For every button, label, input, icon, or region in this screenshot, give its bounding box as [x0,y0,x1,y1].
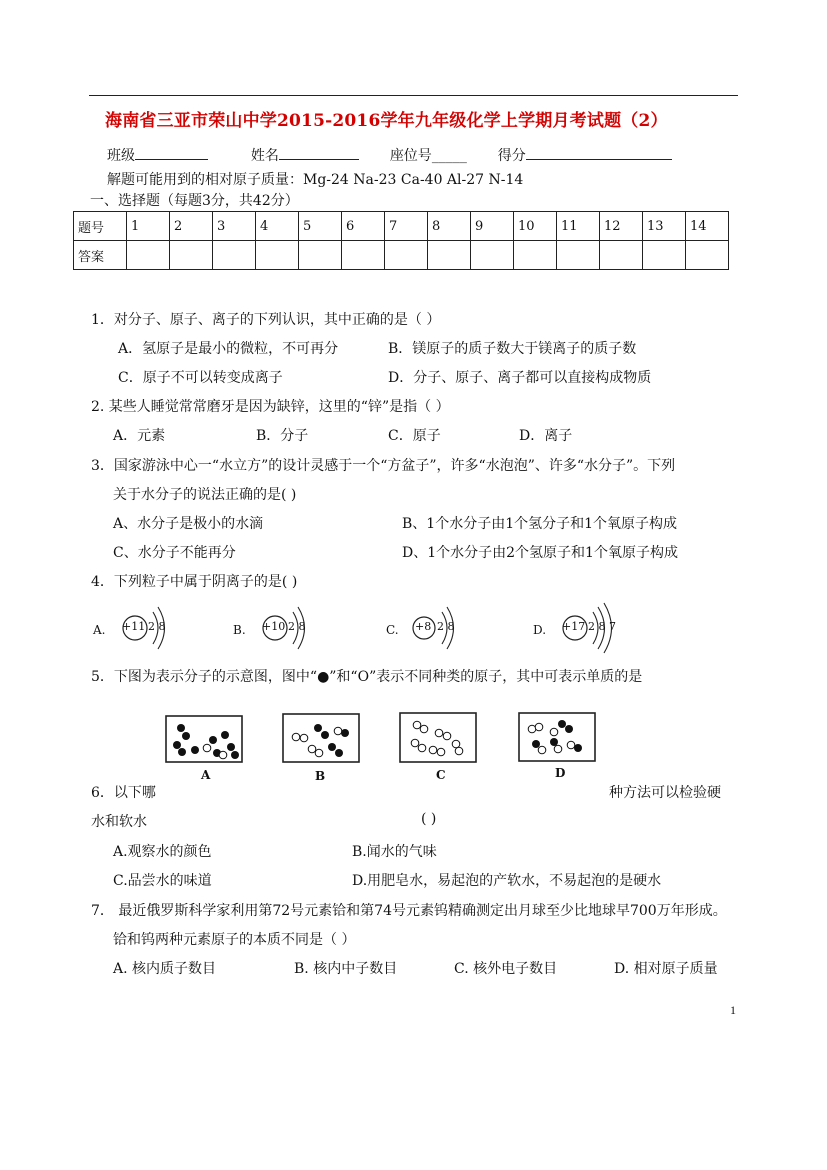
molecule-box-icon [518,712,598,764]
q2-option-b: B．分子 [256,428,309,444]
header-rule [89,95,738,96]
answer-cell[interactable] [600,241,643,270]
seat-blank[interactable]: _____ [431,148,467,164]
q7-option-a: A. 核内质子数目 [113,961,217,977]
q6-stem-line2: 水和软水 [91,814,147,830]
answer-cell[interactable] [428,241,471,270]
q1-option-a: A．氢原子是最小的微粒，不可再分 [118,341,339,357]
q4-d-nucleus: +17 [562,620,586,633]
page-number: 1 [730,1003,736,1017]
q7-stem-line2: 铪和钨两种元素原子的本质不同是（ ） [113,932,356,948]
q1-option-d: D．分子、原子、离子都可以直接构成物质 [388,370,652,386]
q5-diagram-c [399,712,479,782]
answer-cell[interactable] [256,241,299,270]
q4-d-shells: 2 8 7 [588,620,616,633]
answer-cell[interactable] [471,241,514,270]
answer-cell[interactable] [557,241,600,270]
q4-d-letter: D. [533,623,547,637]
molecule-box-icon [399,712,479,765]
q5-label-d: D [555,766,566,780]
q2-option-d: D．离子 [519,428,573,444]
class-blank[interactable] [135,145,208,160]
q1-stem: 1．对分子、原子、离子的下列认识，其中正确的是（ ） [91,312,441,328]
q4-c-shells: 2 8 [437,620,455,633]
q3-stem-line1: 3．国家游泳中心一“水立方”的设计灵感于一个“方盆子”，许多“水泡泡”、许多“水分子”。下列 [91,458,676,474]
answer-cell[interactable] [342,241,385,270]
answer-cell[interactable] [213,241,256,270]
q7-option-b: B. 核内中子数目 [294,961,398,977]
question-number: 1 [127,212,170,241]
q2-option-c: C．原子 [388,428,441,444]
answer-cell[interactable] [170,241,213,270]
student-info-row [107,145,672,165]
q5-label-b: B [315,769,326,783]
answer-cell[interactable] [127,241,170,270]
q6-option-a: A.观察水的颜色 [113,844,212,860]
question-number: 8 [428,212,471,241]
q6-stem-part2: 种方法可以检验硬 [609,785,721,801]
answer-cell[interactable] [643,241,686,270]
q5-label-c: C [436,768,446,782]
q4-b-nucleus: +10 [262,620,286,633]
question-number: 13 [643,212,686,241]
answer-table [73,211,729,270]
q3-option-d: D、1个水分子由2个氢原子和1个氧原子构成 [402,545,678,561]
atomic-mass-line: 解题可能用到的相对原子质量：Mg-24 Na-23 Ca-40 Al-27 N-14 [107,172,524,188]
question-number: 10 [514,212,557,241]
answer-cell[interactable] [385,241,428,270]
question-number: 14 [686,212,729,241]
page-title: 海南省三亚市荣山中学2015-2016学年九年级化学上学期月考试题（2） [105,111,668,131]
answer-cell[interactable] [514,241,557,270]
q4-a-letter: A. [93,623,106,637]
q2-option-a: A．元素 [113,428,166,444]
question-number-row [74,212,729,241]
q7-option-d: D. 相对原子质量 [614,961,718,977]
q6-option-c: C.品尝水的味道 [113,873,212,889]
q3-option-b: B、1个水分子由1个氢分子和1个氧原子构成 [402,516,678,532]
question-number: 2 [170,212,213,241]
q5-label-a: A [201,768,211,782]
name-label: 姓名 [250,148,279,164]
q7-stem-line1: 7． 最近俄罗斯科学家利用第72号元素铪和第74号元素钨精确测定出月球至少比地球早700万年形成。 [91,903,727,919]
score-blank[interactable] [526,145,672,160]
q4-b-shells: 2 8 [288,620,306,633]
q3-option-c: C、水分子不能再分 [113,545,236,561]
q3-stem-line2: 关于水分子的说法正确的是( ) [113,487,297,503]
question-number: 3 [213,212,256,241]
q6-option-b: B.闻水的气味 [352,844,437,860]
question-number: 6 [342,212,385,241]
q4-stem: 4．下列粒子中属于阴离子的是( ) [91,574,298,590]
q4-a-shells: 2 8 [148,620,166,633]
q1-option-c: C．原子不可以转变成离子 [118,370,283,386]
question-number: 9 [471,212,514,241]
answer-row [74,241,729,270]
q4-b-letter: B. [233,623,246,637]
molecule-box-icon [282,713,362,765]
q2-stem: 2. 某些人睡觉常常磨牙是因为缺锌，这里的“锌”是指（ ） [91,399,450,415]
question-number: 7 [385,212,428,241]
q5-diagram-b [282,713,362,783]
q4-a-nucleus: +11 [122,620,146,633]
q3-option-a: A、水分子是极小的水滴 [113,516,264,532]
q6-answer-paren: ( ) [421,811,437,827]
section-heading: 一、选择题（每题3分，共42分） [90,193,299,209]
row-label-question: 题号 [74,212,127,241]
answer-cell[interactable] [686,241,729,270]
name-blank[interactable] [279,145,359,160]
seat-label: 座位号 [389,148,432,164]
q6-option-d: D.用肥皂水，易起泡的产软水，不易起泡的是硬水 [352,873,662,889]
question-number: 5 [299,212,342,241]
q5-diagram-a [165,715,245,782]
q5-diagram-d [518,712,598,780]
molecule-box-icon [165,715,245,765]
question-number: 12 [600,212,643,241]
q4-c-nucleus: +8 [415,620,432,633]
q1-option-b: B．镁原子的质子数大于镁离子的质子数 [388,341,637,357]
answer-cell[interactable] [299,241,342,270]
q6-stem-part1: 6．以下哪 [91,785,156,801]
class-label: 班级 [107,148,135,164]
question-number: 4 [256,212,299,241]
q7-option-c: C. 核外电子数目 [454,961,558,977]
q4-c-letter: C. [386,623,399,637]
row-label-answer: 答案 [74,241,127,270]
q5-stem: 5．下图为表示分子的示意图，图中“●”和“O”表示不同种类的原子，其中可表示单质的是 [91,669,643,685]
score-label: 得分 [497,148,526,164]
question-number: 11 [557,212,600,241]
